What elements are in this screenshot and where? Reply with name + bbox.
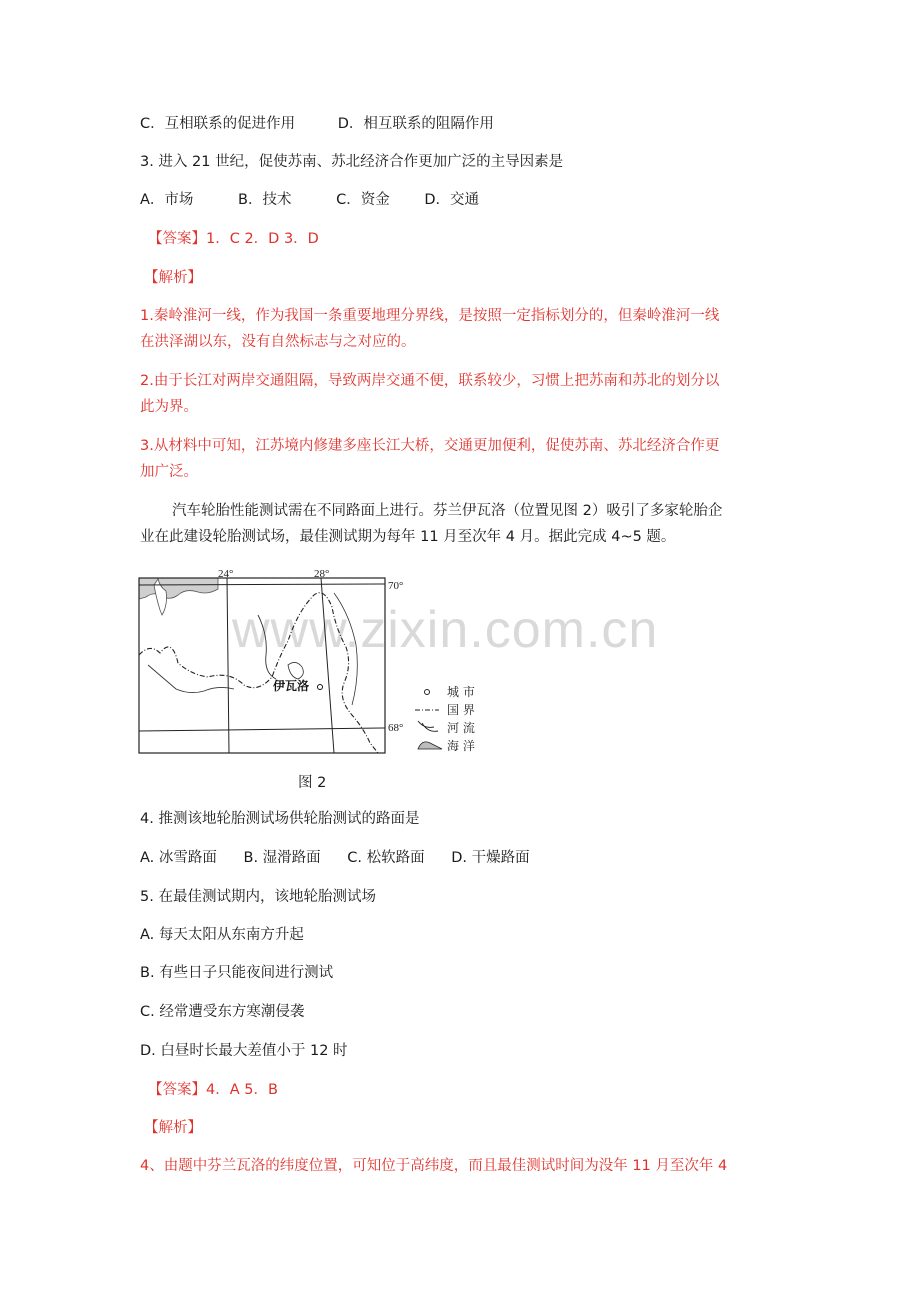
river-3: [334, 593, 357, 705]
q4-option-a: A. 冰雪路面: [140, 850, 217, 866]
analysis-label-2: 【解析】: [144, 1120, 202, 1136]
river-1: [148, 665, 234, 693]
figure-caption: 图 2: [298, 775, 327, 791]
q3-option-a: A．市场: [140, 192, 194, 208]
passage-line-1: 汽车轮胎性能测试需在不同路面上进行。芬兰伊瓦洛（位置见图 2）吸引了多家轮胎企: [172, 503, 723, 519]
legend-border-label: 国 界: [447, 703, 475, 717]
q2-options-row: [140, 114, 494, 134]
lake-shore: [288, 662, 303, 679]
meridian-24: [227, 578, 229, 753]
ocean-area: [139, 578, 218, 599]
q4-option-d: D. 干燥路面: [451, 850, 530, 866]
ivalo-map: [138, 565, 498, 757]
q2-option-c: C．互相联系的促进作用: [140, 116, 296, 132]
meridian-28: [321, 578, 334, 753]
q2-option-d: D．相互联系的阻隔作用: [337, 116, 494, 132]
legend-river-label: 河 流: [447, 721, 475, 735]
analysis-3-line-2: 加广泛。: [140, 464, 198, 480]
analysis-2-line-1: 2.由于长江对两岸交通阻隔，导致两岸交通不便，联系较少，习惯上把苏南和苏北的划分以: [140, 373, 720, 389]
analysis-2-line-2: 此为界。: [140, 399, 198, 415]
answer-1-3: 【答案】1．C 2．D 3．D: [148, 231, 319, 247]
map-frame: [139, 578, 385, 753]
q4-option-b: B. 湿滑路面: [243, 850, 321, 866]
q3-options-row: [140, 190, 479, 210]
q3-option-b: B．技术: [238, 192, 292, 208]
q5-option-b: B. 有些日子只能夜间进行测试: [140, 965, 334, 981]
city-label: 伊瓦洛: [273, 679, 310, 693]
river-2: [258, 615, 276, 679]
q5-stem: 5. 在最佳测试期内，该地轮胎测试场: [140, 889, 376, 905]
legend-city-label: 城 市: [447, 685, 475, 699]
answer-4-5: 【答案】4．A 5．B: [148, 1082, 278, 1098]
q4-options-row: [140, 848, 530, 868]
lon-label-24: 24°: [218, 568, 234, 580]
passage-line-2: 业在此建设轮胎测试场，最佳测试期为每年 11 月至次年 4 月。据此完成 4~5 题。: [140, 529, 676, 545]
city-dot: [318, 685, 323, 690]
lat-label-68: 68°: [388, 722, 404, 734]
analysis-1-line-1: 1.秦岭淮河一线，作为我国一条重要地理分界线，是按照一定指标划分的，但秦岭淮河一线: [140, 308, 720, 324]
legend-ocean-symbol: [418, 742, 442, 749]
analysis-3-line-1: 3.从材料中可知，江苏境内修建多座长江大桥，交通更加便利，促使苏南、苏北经济合作更: [140, 438, 720, 454]
legend-city-symbol: [425, 690, 430, 695]
q3-option-d: D．交通: [424, 192, 479, 208]
lon-label-28: 28°: [314, 568, 330, 580]
legend-river-symbol: [418, 721, 438, 731]
legend-ocean-label: 海 洋: [447, 739, 475, 753]
q4-stem: 4. 推测该地轮胎测试场供轮胎测试的路面是: [140, 811, 420, 827]
parallel-68: [139, 728, 385, 731]
lat-label-70: 70°: [388, 580, 404, 592]
analysis-label-1: 【解析】: [144, 270, 202, 286]
q3-stem: 3. 进入 21 世纪，促使苏南、苏北经济合作更加广泛的主导因素是: [140, 154, 564, 170]
q5-option-c: C. 经常遭受东方寒潮侵袭: [140, 1004, 305, 1020]
q5-option-d: D. 白昼时长最大差值小于 12 时: [140, 1043, 348, 1059]
analysis-4-line-1: 4、由题中芬兰瓦洛的纬度位置，可知位于高纬度，而且最佳测试时间为没年 11 月至次年 4: [140, 1158, 728, 1174]
q3-option-c: C．资金: [336, 192, 390, 208]
q5-option-a: A. 每天太阳从东南方升起: [140, 927, 304, 943]
analysis-1-line-2: 在洪泽湖以东，没有自然标志与之对应的。: [140, 334, 416, 350]
watermark: www.zixin.com.cn: [232, 601, 659, 659]
q4-option-c: C. 松软路面: [347, 850, 425, 866]
